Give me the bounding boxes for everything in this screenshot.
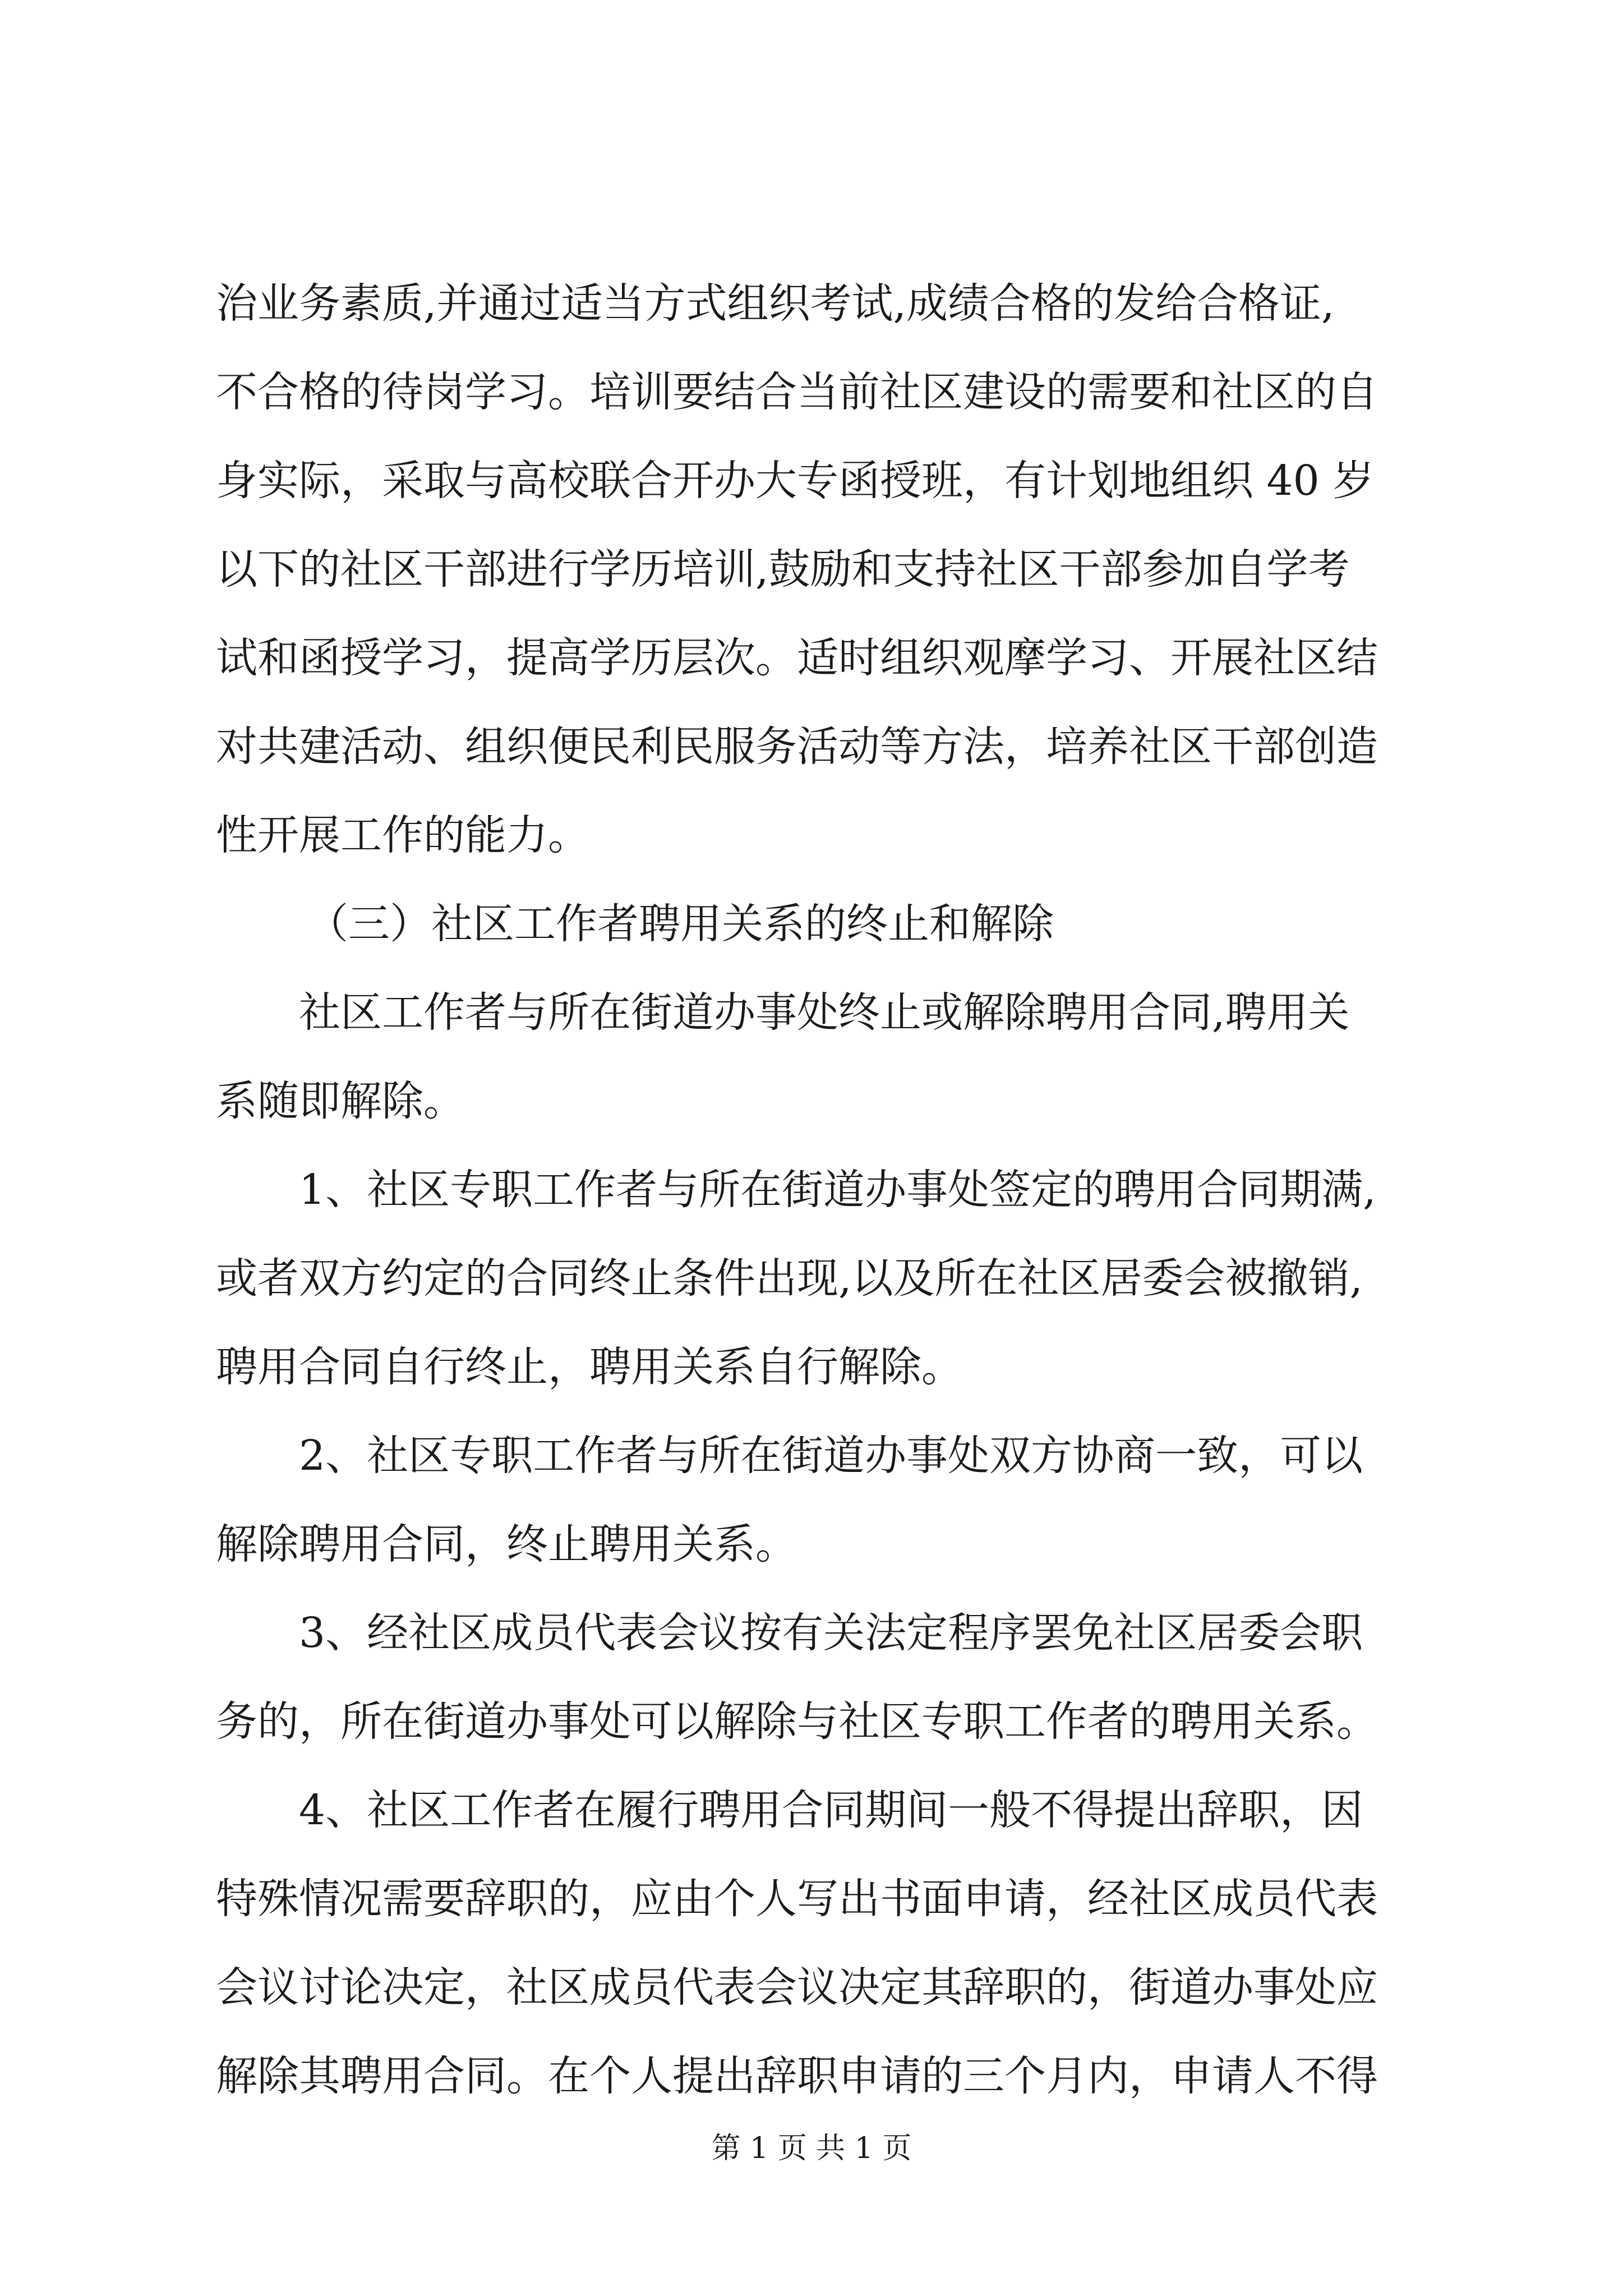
list-item-2: 2、社区专职工作者与所在街道办事处双方协商一致，可以 xyxy=(299,1432,1363,1480)
text-line: 务的，所在街道办事处可以解除与社区专职工作者的聘用关系。 xyxy=(216,1697,1378,1746)
document-body xyxy=(216,259,1413,2120)
text-line: 治业务素质,并通过适当方式组织考试,成绩合格的发给合格证, xyxy=(216,279,1335,328)
text-line: 不合格的待岗学习。培训要结合当前社区建设的需要和社区的自 xyxy=(216,368,1378,416)
text-line: 对共建活动、组织便民利民服务活动等方法，培养社区干部创造 xyxy=(216,723,1378,771)
text-line: 解除聘用合同，终止聘用关系。 xyxy=(216,1520,797,1568)
list-item-1: 1、社区专职工作者与所在街道办事处签定的聘用合同期满, xyxy=(299,1166,1376,1214)
text-line: 试和函授学习，提高学历层次。适时组织观摩学习、开展社区结 xyxy=(216,634,1378,682)
text-line: 以下的社区干部进行学历培训,鼓励和支持社区干部参加自学考 xyxy=(216,545,1350,593)
text-line: 系随即解除。 xyxy=(216,1077,465,1125)
paragraph-first-line: 社区工作者与所在街道办事处终止或解除聘用合同,聘用关 xyxy=(299,988,1350,1037)
text-line: 解除其聘用合同。在个人提出辞职申请的三个月内，申请人不得 xyxy=(216,2052,1378,2100)
text-line: 会议讨论决定，社区成员代表会议决定其辞职的，街道办事处应 xyxy=(216,1963,1378,2012)
page-footer xyxy=(0,2131,1623,2166)
list-item-4: 4、社区工作者在履行聘用合同期间一般不得提出辞职，因 xyxy=(299,1786,1363,1834)
section-heading: （三）社区工作者聘用关系的终止和解除 xyxy=(307,900,1054,948)
page-number: 第 1 页 共 1 页 xyxy=(711,2132,912,2165)
text-line: 或者双方约定的合同终止条件出现,以及所在社区居委会被撤销, xyxy=(216,1254,1363,1303)
text-line: 特殊情况需要辞职的，应由个人写出书面申请，经社区成员代表 xyxy=(216,1875,1378,1923)
text-line: 性开展工作的能力。 xyxy=(216,811,589,859)
text-line: 身实际，采取与高校联合开办大专函授班，有计划地组织 40 岁 xyxy=(216,457,1375,505)
text-line: 聘用合同自行终止，聘用关系自行解除。 xyxy=(216,1343,963,1391)
list-item-3: 3、经社区成员代表会议按有关法定程序罢免社区居委会职 xyxy=(299,1609,1363,1657)
